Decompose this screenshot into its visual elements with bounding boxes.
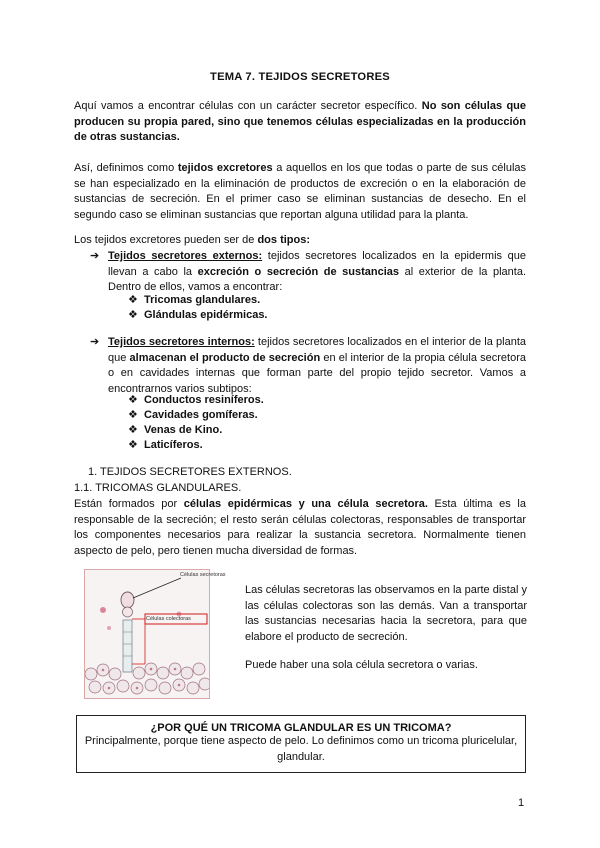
list-item-text: Venas de Kino. (144, 424, 223, 436)
tricoma-micrograph (84, 569, 210, 699)
diamond-bullet-icon: ❖ (128, 294, 138, 306)
question-box (76, 715, 526, 773)
external-bold: excreción o secreción de sustancias (197, 265, 400, 278)
section-heading-1: 1. TEJIDOS SECRETORES EXTERNOS. (88, 466, 292, 478)
list-item-text: Tricomas glandulares. (144, 294, 261, 306)
external-paragraph (108, 249, 526, 296)
micrograph-illustration (85, 570, 209, 698)
intro-bold-text: No son células que producen su propia pared, sino que tenemos células especializadas en la producción de otras sustancias. (74, 100, 527, 144)
list-item-text: Glándulas epidérmicas. (144, 309, 268, 321)
question-box-title: ¿POR QUÉ UN TRICOMA GLANDULAR ES UN TRICOMA? (150, 722, 452, 734)
arrow-icon: ➔ (90, 336, 100, 348)
figure-caption-text-2: Puede haber una sola célula secretora o varias. (245, 659, 478, 671)
figure-label-secretoras: Células secretoras (180, 572, 226, 578)
list-item (128, 308, 268, 323)
intro-paragraph (74, 99, 526, 146)
list-item (128, 393, 264, 408)
page-title: TEMA 7. TEJIDOS SECRETORES (210, 71, 390, 83)
figure-label-colectoras: Células colectoras (146, 616, 191, 622)
question-box-text: Principalmente, porque tiene aspecto de pelo. Lo definimos como un tricoma pluricelular, glandular. (84, 735, 518, 763)
list-item-text: Conductos resiníferos. (144, 394, 264, 406)
external-text2: al exterior de la planta. Dentro de ellos, vamos a encontrar: (108, 265, 527, 294)
types-intro (74, 233, 526, 249)
section-heading-1-1: 1.1. TRICOMAS GLANDULARES. (74, 482, 242, 494)
figure-caption-text: Las células secretoras las observamos en la parte distal y las células colectoras son las demás. Van a transportar las sustancias necesarias hacia la secretora, para que elabore el producto de secreción. (245, 584, 527, 643)
diamond-bullet-icon: ❖ (128, 309, 138, 321)
list-item (128, 423, 222, 438)
diamond-bullet-icon: ❖ (128, 409, 138, 421)
diamond-bullet-icon: ❖ (128, 439, 138, 451)
internal-text2: en el interior de la propia célula secretora o en cavidades internas que forman parte del propio tejido secretor. Vamos a encontrarnos varios subtipos: (108, 351, 526, 395)
tricomas-post: Esta última es la responsable de la secreción; el resto serán células colectoras, responsables de transportar los componentes necesarios para realizar la sustancia secretora. Normalmente tienen aspecto de pelo, pero tienen mucha diversidad de formas. (74, 498, 526, 557)
tricomas-pre: Están formados por (74, 498, 184, 510)
definition-paragraph (74, 161, 526, 223)
types-intro-text: Los tejidos excretores pueden ser de (74, 234, 258, 246)
types-intro-bold: dos tipos: (257, 234, 311, 246)
internal-paragraph (108, 335, 526, 397)
definition-term: tejidos excretores (177, 162, 273, 174)
list-item (128, 408, 258, 423)
internal-text1: tejidos secretores localizados en el interior de la planta que (108, 336, 526, 364)
list-item-text: Laticíferos. (144, 439, 203, 451)
arrow-icon: ➔ (90, 250, 100, 262)
page-number: 1 (518, 797, 525, 809)
tricomas-paragraph (74, 497, 526, 559)
internal-label: Tejidos secretores internos: (108, 336, 255, 348)
external-label: Tejidos secretores externos: (108, 250, 263, 262)
internal-bold: almacenan el producto de secreción (129, 351, 321, 364)
definition-pre: Así, definimos como (74, 162, 178, 174)
tricomas-bold: células epidérmicas y una célula secretora. (183, 498, 428, 510)
list-item (128, 293, 260, 308)
list-item-text: Cavidades gomíferas. (144, 409, 258, 421)
diamond-bullet-icon: ❖ (128, 424, 138, 436)
list-item (128, 438, 203, 453)
diamond-bullet-icon: ❖ (128, 394, 138, 406)
intro-text: Aquí vamos a encontrar células con un carácter secretor específico. (74, 100, 418, 112)
definition-post: a aquellos en los que todas o parte de sus células se han especializado en la eliminación de productos de excreción o en la elaboración de sustancias de secreción. En el primer caso se eliminan sustancias de desecho. En el segundo caso se eliminan sustancias que reportan alguna utilidad para la planta. (74, 162, 527, 221)
external-text1: tejidos secretores localizados en la epidermis que llevan a cabo la (108, 250, 526, 278)
